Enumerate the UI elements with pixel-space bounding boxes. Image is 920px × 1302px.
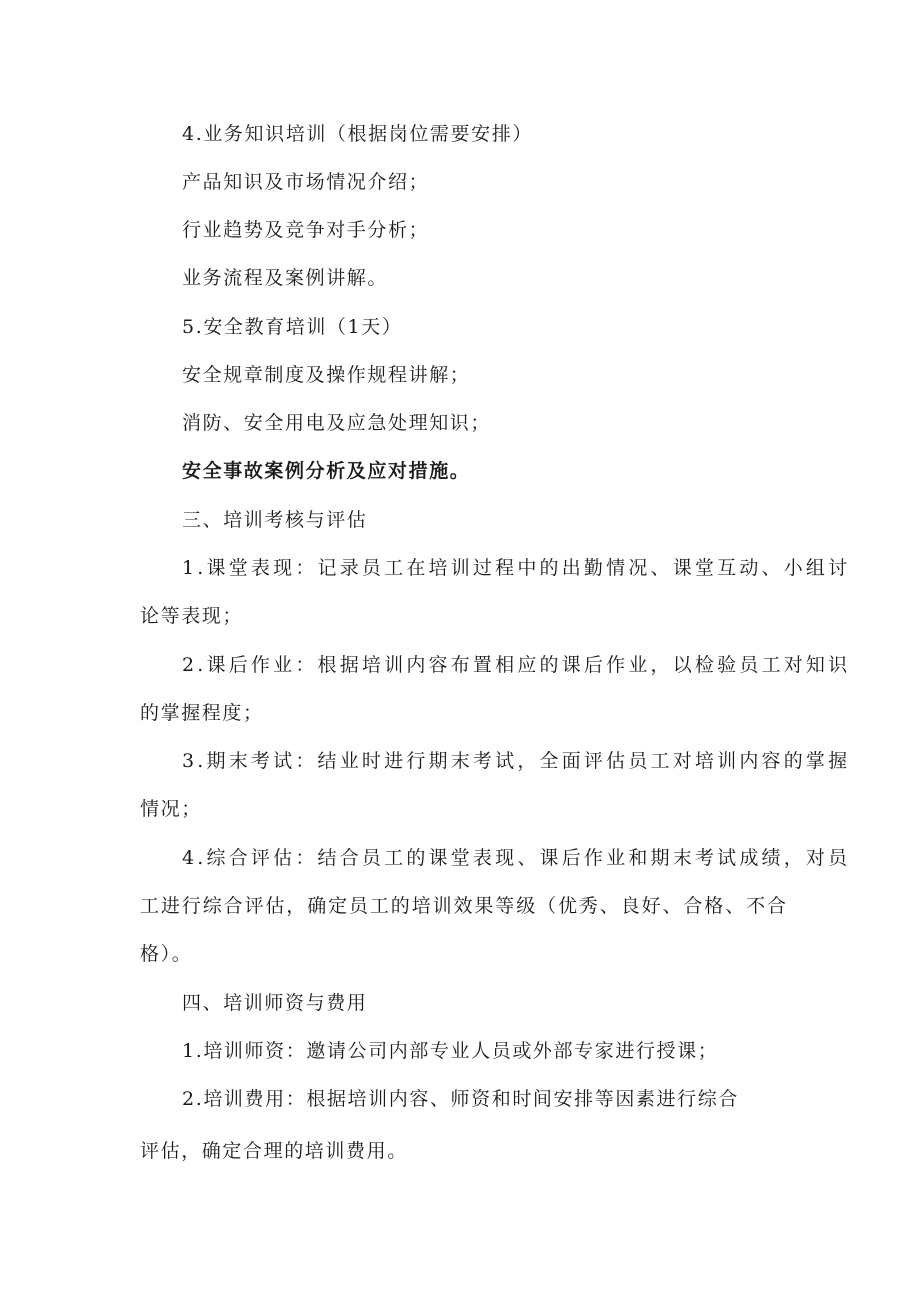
list-item: 安全事故案例分析及应对措施。 [182, 460, 471, 482]
list-item: 业务流程及案例讲解。 [182, 267, 389, 289]
paragraph-line: 情况； [140, 798, 202, 820]
paragraph-line: 2.课后作业：根据培训内容布置相应的课后作业，以检验员工对知识 [182, 654, 851, 676]
section-heading-assessment: 三、培训考核与评估 [182, 509, 368, 531]
paragraph-line: 评估，确定合理的培训费用。 [140, 1140, 408, 1162]
paragraph-line: 1.课堂表现：记录员工在培训过程中的出勤情况、课堂互动、小组讨 [182, 557, 851, 579]
heading-business-training: 4.业务知识培训（根据岗位需要安排） [182, 123, 533, 145]
heading-safety-training: 5.安全教育培训（1天） [182, 316, 403, 338]
paragraph-line: 3.期末考试：结业时进行期末考试，全面评估员工对培训内容的掌握 [182, 750, 851, 772]
list-item: 安全规章制度及操作规程讲解； [182, 364, 471, 386]
paragraph-line: 的掌握程度； [140, 702, 264, 724]
list-item: 消防、安全用电及应急处理知识； [182, 412, 492, 434]
paragraph-line: 1.培训师资：邀请公司内部专业人员或外部专家进行授课； [182, 1040, 719, 1062]
paragraph-line: 2.培训费用：根据培训内容、师资和时间安排等因素进行综合 [182, 1088, 739, 1110]
paragraph-line: 工进行综合评估，确定员工的培训效果等级（优秀、良好、合格、不合 [140, 895, 788, 917]
section-heading-instructors: 四、培训师资与费用 [182, 992, 368, 1014]
paragraph-line: 4.综合评估：结合员工的课堂表现、课后作业和期末考试成绩，对员 [182, 847, 851, 869]
paragraph-line: 格）。 [140, 943, 193, 965]
list-item: 产品知识及市场情况介绍； [182, 171, 430, 193]
paragraph-line: 论等表现； [140, 605, 244, 627]
list-item: 行业趋势及竞争对手分析； [182, 219, 430, 241]
